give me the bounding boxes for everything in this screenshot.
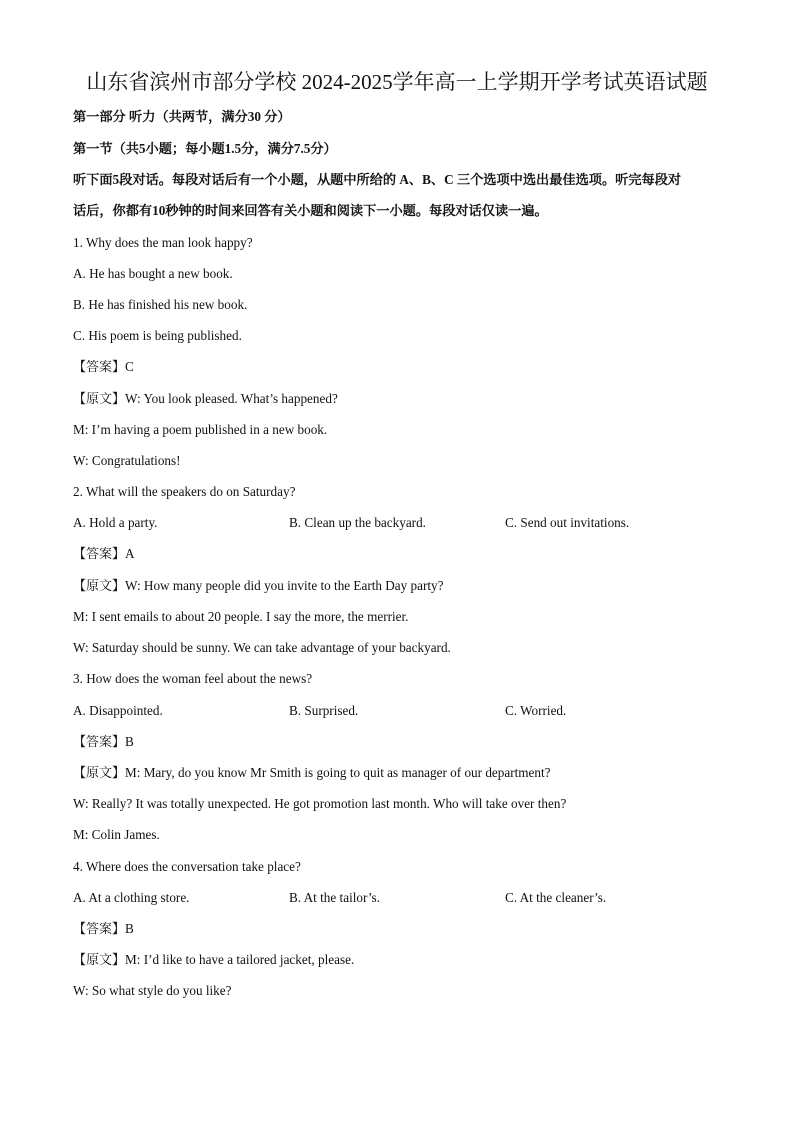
- question-option: C. His poem is being published.: [73, 328, 242, 343]
- question-option: B. At the tailor’s.: [289, 890, 380, 905]
- instructions-line-1: 听下面5段对话。每段对话后有一个小题，从题中所给的 A、B、C 三个选项中选出最佳选项。听完每段对: [73, 172, 682, 187]
- question-stem: 4. Where does the conversation take place?: [73, 859, 301, 874]
- question-option: A. Disappointed.: [73, 703, 163, 718]
- question-option: C. Send out invitations.: [505, 515, 630, 530]
- answer-value: C: [125, 359, 134, 374]
- transcript-line: [73, 764, 551, 783]
- answer-line: [73, 733, 134, 752]
- transcript-text: W: You look pleased. What’s happened?: [125, 391, 338, 406]
- question-option: B. Surprised.: [289, 703, 359, 718]
- transcript-text: M: I’d like to have a tailored jacket, please.: [125, 952, 355, 967]
- transcript-text: W: So what style do you like?: [73, 983, 232, 998]
- transcript-text: W: Congratulations!: [73, 453, 181, 468]
- transcript-text: W: Really? It was totally unexpected. He got promotion last month. Who will take over then?: [73, 796, 567, 811]
- transcript-line: [73, 577, 444, 596]
- question-stem: 2. What will the speakers do on Saturday?: [73, 484, 296, 499]
- answer-line: [73, 920, 134, 939]
- transcript-label: 【原文】: [73, 766, 126, 781]
- transcript-label: 【原文】: [73, 392, 126, 407]
- answer-value: B: [125, 921, 134, 936]
- question-option: B. He has finished his new book.: [73, 297, 248, 312]
- answer-label: 【答案】: [73, 547, 126, 562]
- question-option: C. Worried.: [505, 703, 567, 718]
- transcript-line: [73, 951, 354, 970]
- transcript-line: [73, 390, 338, 409]
- transcript-text: M: Colin James.: [73, 827, 160, 842]
- answer-value: B: [125, 734, 134, 749]
- part-heading: 第一部分 听力（共两节，满分30 分）: [73, 109, 291, 124]
- instructions-line-2: 话后，你都有10秒钟的时间来回答有关小题和阅读下一小题。每段对话仅读一遍。: [73, 203, 548, 218]
- question-option: C. At the cleaner’s.: [505, 890, 607, 905]
- answer-label: 【答案】: [73, 735, 126, 750]
- question-stem: 1. Why does the man look happy?: [73, 235, 253, 250]
- question-option: A. Hold a party.: [73, 515, 158, 530]
- question-option: A. At a clothing store.: [73, 890, 190, 905]
- transcript-text: M: Mary, do you know Mr Smith is going to quit as manager of our department?: [125, 765, 551, 780]
- question-option: B. Clean up the backyard.: [289, 515, 426, 530]
- answer-label: 【答案】: [73, 922, 126, 937]
- answer-label: 【答案】: [73, 360, 126, 375]
- transcript-label: 【原文】: [73, 953, 126, 968]
- transcript-text: W: How many people did you invite to the Earth Day party?: [125, 578, 444, 593]
- transcript-label: 【原文】: [73, 579, 126, 594]
- transcript-text: W: Saturday should be sunny. We can take advantage of your backyard.: [73, 640, 451, 655]
- answer-line: [73, 545, 135, 564]
- answer-value: A: [125, 546, 135, 561]
- page-title: 山东省滨州市部分学校 2024-2025学年高一上学期开学考试英语试题: [86, 70, 708, 94]
- transcript-text: M: I’m having a poem published in a new book.: [73, 422, 328, 437]
- question-option: A. He has bought a new book.: [73, 266, 233, 281]
- question-stem: 3. How does the woman feel about the news?: [73, 671, 313, 686]
- answer-line: [73, 358, 134, 377]
- transcript-text: M: I sent emails to about 20 people. I say the more, the merrier.: [73, 609, 409, 624]
- section-heading: 第一节（共5小题；每小题1.5分，满分7.5分）: [73, 141, 337, 156]
